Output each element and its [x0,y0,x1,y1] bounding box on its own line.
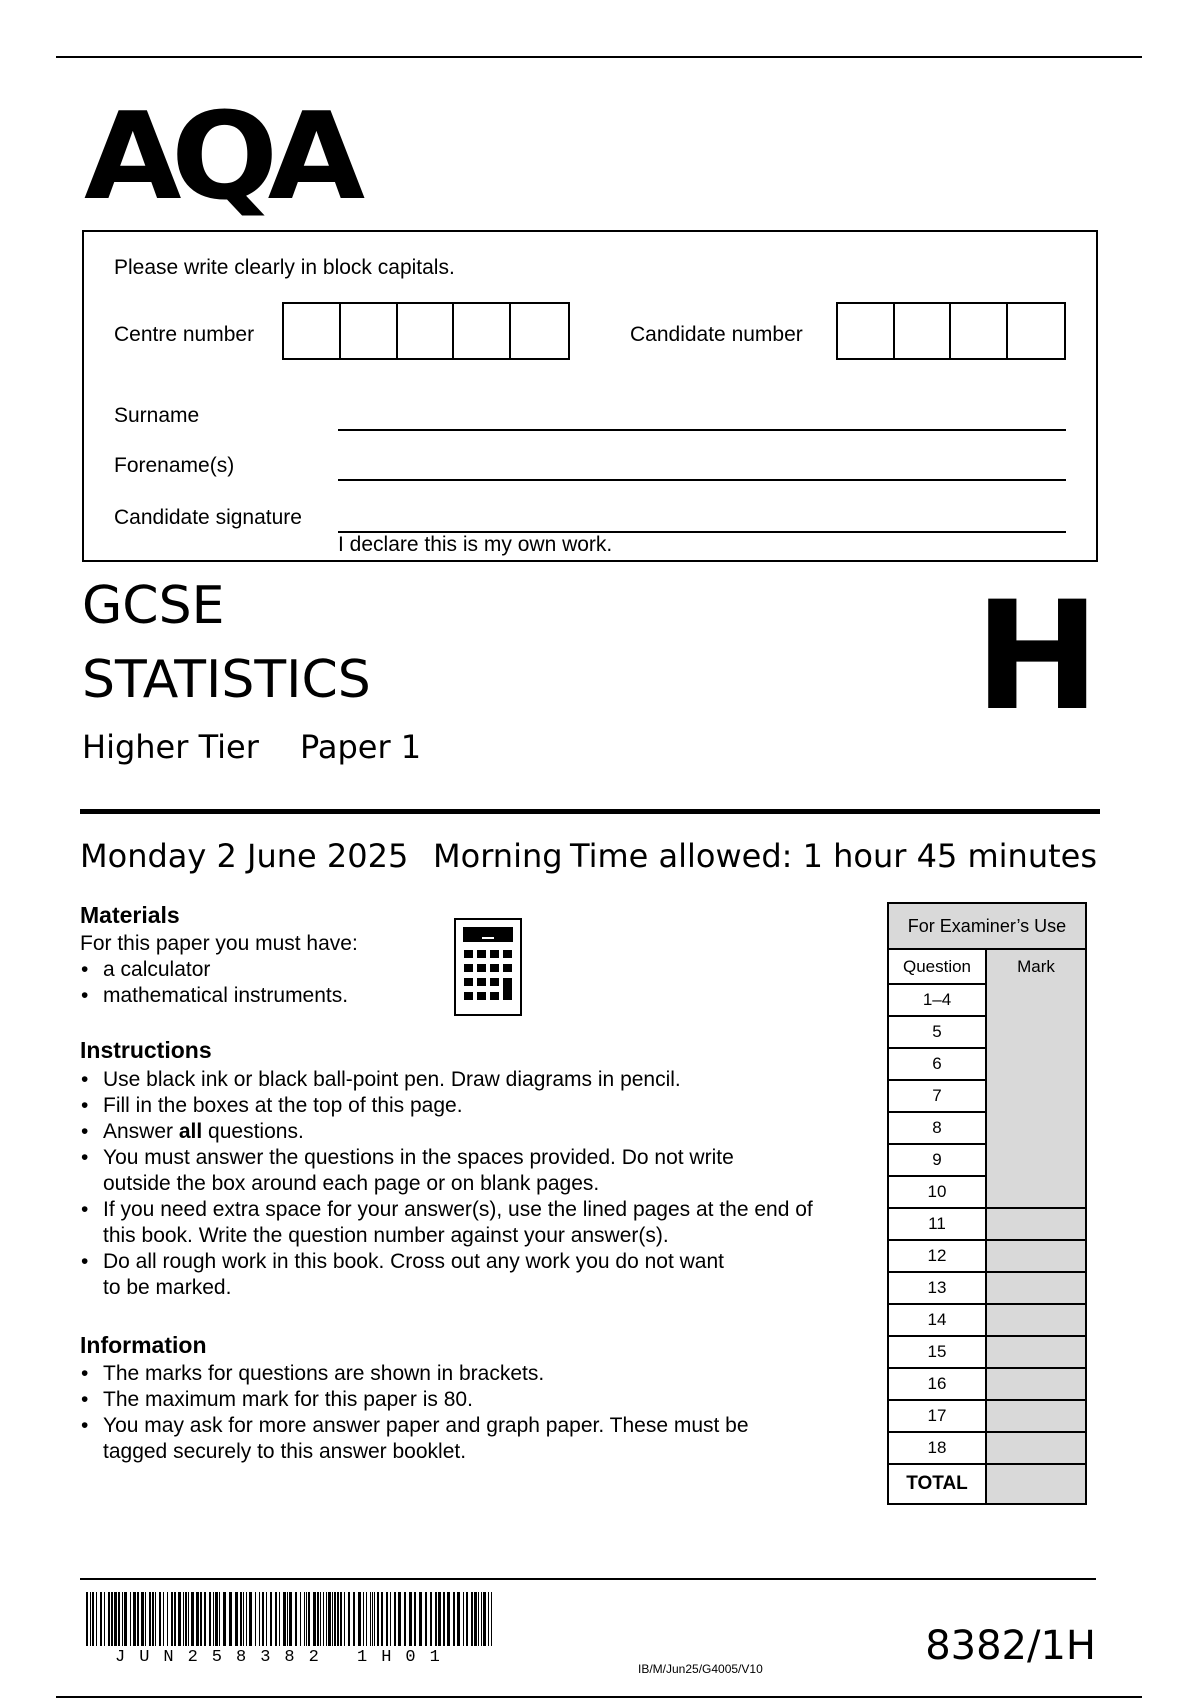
barcode-bar [483,1592,486,1646]
barcode-bar [149,1592,151,1646]
barcode-bar [419,1592,422,1646]
centre-digit-box[interactable] [511,304,568,358]
barcode [86,1592,496,1646]
barcode-bar [209,1592,211,1646]
barcode-bar [145,1592,146,1646]
list-item [80,1387,870,1413]
forenames-label: Forename(s) [114,454,235,477]
barcode-bar [178,1592,181,1646]
list-item [80,1067,870,1093]
barcode-bar [118,1592,120,1646]
centre-digit-box[interactable] [284,304,341,358]
question-number: 8 [888,1112,986,1144]
mark-cell [986,1304,1086,1336]
centre-number-label: Centre number [114,323,255,346]
barcode-bar [491,1592,492,1646]
barcode-bar [204,1592,206,1646]
footer-rule [80,1578,1096,1580]
barcode-bar [334,1592,336,1646]
barcode-bar [108,1592,110,1646]
barcode-bar [457,1592,460,1646]
aqa-logo: AQA [84,88,355,227]
mark-cell [986,1272,1086,1304]
list-item-text: If you need extra space for your answer(s), use the lined pages at the end of [103,1198,813,1221]
question-number: 9 [888,1144,986,1176]
centre-number-boxes[interactable] [282,302,570,360]
barcode-bar [159,1592,161,1646]
barcode-bar [300,1592,301,1646]
barcode-bar [326,1592,327,1646]
list-item-text: You must answer the questions in the spaces provided. Do not write [103,1146,734,1169]
barcode-bar [425,1592,427,1646]
barcode-bar [453,1592,455,1646]
barcode-bar [287,1592,288,1646]
materials-intro: For this paper you must have: [80,932,358,955]
barcode-bar [313,1592,316,1646]
barcode-bar [353,1592,355,1646]
mark-cell [986,1176,1086,1208]
barcode-bar [332,1592,333,1646]
barcode-bar [438,1592,441,1646]
barcode-bar [488,1592,489,1646]
exam-date: Monday 2 June 2025 [80,837,409,875]
mark-cell [986,1112,1086,1144]
examiner-table-title: For Examiner’s Use [888,903,1086,949]
barcode-bar [219,1592,220,1646]
list-item [80,1413,870,1465]
barcode-bar [435,1592,437,1646]
top-rule [56,56,1142,58]
list-item-text: Use black ink or black ball-point pen. Draw diagrams in pencil. [103,1068,681,1091]
barcode-bar [171,1592,173,1646]
information-heading: Information [80,1332,207,1358]
barcode-bar [270,1592,272,1646]
barcode-bar [235,1592,238,1646]
barcode-bar [262,1592,264,1646]
paper-code: 8382/1H [925,1623,1096,1669]
table-row [888,1144,1086,1176]
information-list [80,1361,870,1465]
barcode-bar [348,1592,350,1646]
barcode-bar [240,1592,242,1646]
list-item-text: You may ask for more answer paper and graph paper. These must be [103,1414,749,1437]
barcode-bar [249,1592,252,1646]
table-row [888,1112,1086,1144]
mark-cell [986,1400,1086,1432]
barcode-bar [183,1592,184,1646]
exam-session: Morning [433,837,563,875]
materials-list [80,957,410,1009]
barcode-bar [471,1592,473,1646]
surname-label: Surname [114,404,200,427]
barcode-bar [266,1592,267,1646]
question-number: 11 [888,1208,986,1240]
bottom-rule [56,1696,1142,1698]
barcode-bar [370,1592,371,1646]
barcode-bar [229,1592,232,1646]
mark-cell [986,1016,1086,1048]
list-item-text: to be marked. [103,1276,232,1299]
barcode-bar [155,1592,156,1646]
barcode-bar [289,1592,292,1646]
materials-heading: Materials [80,902,180,928]
barcode-bar [358,1592,361,1646]
mark-cell [986,1336,1086,1368]
barcode-bar [386,1592,388,1646]
barcode-bar [283,1592,286,1646]
table-row [888,1208,1086,1240]
paper-label: Paper 1 [300,728,422,766]
total-row [888,1464,1086,1504]
table-row [888,1080,1086,1112]
barcode-bar [243,1592,244,1646]
table-row [888,1272,1086,1304]
title-rule [80,809,1100,814]
barcode-bar [86,1592,88,1646]
mark-cell [986,1080,1086,1112]
total-mark-cell [986,1464,1086,1504]
list-item-text: The marks for questions are shown in brackets. [103,1362,545,1385]
time-allowed: Time allowed: 1 hour 45 minutes [570,837,1097,875]
barcode-bar [372,1592,373,1646]
forenames-line[interactable] [338,479,1066,481]
table-row [888,1176,1086,1208]
barcode-bar [366,1592,367,1646]
barcode-bar [398,1592,401,1646]
barcode-bar [196,1592,199,1646]
barcode-bar [328,1592,331,1646]
barcode-bar [381,1592,383,1646]
question-number: 18 [888,1432,986,1464]
barcode-bar [323,1592,324,1646]
table-row [888,1048,1086,1080]
barcode-text: JUN258382 1H01 [115,1648,454,1667]
barcode-bar [130,1592,131,1646]
list-item [80,1249,870,1301]
block-capitals-instruction: Please write clearly in block capitals. [114,256,455,279]
question-number: 15 [888,1336,986,1368]
barcode-bar [200,1592,202,1646]
document-reference: IB/M/Jun25/G4005/V10 [638,1662,763,1676]
barcode-bar [414,1592,416,1646]
examiner-use-table [887,902,1087,1505]
barcode-bar [394,1592,396,1646]
barcode-bar [122,1592,123,1646]
question-number: 12 [888,1240,986,1272]
barcode-bar [308,1592,310,1646]
barcode-bar [466,1592,468,1646]
candidate-details-box [82,230,1098,562]
qualification-title: GCSE [82,576,225,636]
list-item-text: Do all rough work in this book. Cross out any work you do not want [103,1250,724,1273]
mark-cell [986,1048,1086,1080]
barcode-bar [137,1592,139,1646]
candidate-digit-box[interactable] [951,304,1008,358]
question-number: 16 [888,1368,986,1400]
list-item: • mathematical instruments. [80,983,410,1009]
barcode-bar [363,1592,364,1646]
barcode-bar [463,1592,464,1646]
barcode-bar [304,1592,305,1646]
barcode-bar [92,1592,94,1646]
barcode-bar [474,1592,477,1646]
barcode-bar [223,1592,226,1646]
barcode-bar [377,1592,379,1646]
barcode-bar [340,1592,342,1646]
table-row [888,1304,1086,1336]
barcode-bar [409,1592,412,1646]
barcode-bar [255,1592,256,1646]
barcode-bar [481,1592,482,1646]
centre-digit-box[interactable] [398,304,455,358]
question-number: 14 [888,1304,986,1336]
list-item-text: Fill in the boxes at the top of this page. [103,1094,463,1117]
barcode-bar [174,1592,176,1646]
barcode-bar [295,1592,297,1646]
barcode-bar [320,1592,321,1646]
barcode-bar [390,1592,391,1646]
total-label: TOTAL [888,1464,986,1504]
list-item-text: outside the box around each page or on blank pages. [103,1172,600,1195]
declaration-text: I declare this is my own work. [338,533,613,556]
barcode-bar [133,1592,136,1646]
mark-column-header: Mark [986,949,1086,984]
question-column-header: Question [888,949,986,984]
tier-letter: H [974,570,1100,744]
barcode-bar [213,1592,214,1646]
mark-cell [986,1432,1086,1464]
barcode-bar [279,1592,280,1646]
barcode-bar [275,1592,277,1646]
barcode-bar [167,1592,168,1646]
table-row [888,984,1086,1016]
barcode-bar [259,1592,260,1646]
calculator-icon [454,918,522,1016]
barcode-bar [344,1592,345,1646]
instructions-list [80,1067,870,1301]
question-number: 6 [888,1048,986,1080]
barcode-bar [152,1592,154,1646]
list-item: • a calculator [80,957,410,983]
list-item-text: The maximum mark for this paper is 80. [103,1388,473,1411]
candidate-digit-box[interactable] [895,304,952,358]
barcode-bar [185,1592,187,1646]
barcode-bar [337,1592,339,1646]
barcode-bar [96,1592,97,1646]
barcode-bar [188,1592,189,1646]
barcode-bar [306,1592,307,1646]
list-item [80,1093,870,1119]
table-row [888,1336,1086,1368]
question-number: 13 [888,1272,986,1304]
list-item-text: tagged securely to this answer booklet. [103,1440,467,1463]
barcode-bar [163,1592,164,1646]
tier-label: Higher Tier [82,728,259,766]
barcode-bar [478,1592,479,1646]
table-row [888,1400,1086,1432]
barcode-bar [104,1592,105,1646]
table-row [888,1240,1086,1272]
barcode-bar [443,1592,445,1646]
candidate-number-label: Candidate number [630,323,803,346]
barcode-bar [90,1592,91,1646]
surname-line[interactable] [338,429,1066,431]
candidate-digit-box[interactable] [838,304,895,358]
subject-title: STATISTICS [82,650,371,710]
mark-cell [986,1368,1086,1400]
mark-cell [986,1208,1086,1240]
barcode-bar [404,1592,406,1646]
barcode-bar [447,1592,450,1646]
mark-cell [986,1144,1086,1176]
list-item [80,1119,870,1145]
signature-label: Candidate signature [114,506,302,529]
barcode-bar [317,1592,319,1646]
list-item [80,1361,870,1387]
barcode-bar [111,1592,113,1646]
list-item-text: this book. Write the question number against your answer(s). [103,1224,669,1247]
candidate-number-boxes[interactable] [836,302,1066,360]
list-item [80,1197,870,1249]
barcode-bar [430,1592,432,1646]
table-row [888,1368,1086,1400]
barcode-bar [141,1592,144,1646]
barcode-bar [124,1592,127,1646]
instructions-heading: Instructions [80,1037,212,1063]
candidate-digit-box[interactable] [1008,304,1064,358]
mark-cell [986,984,1086,1016]
list-item [80,1145,870,1197]
question-number: 7 [888,1080,986,1112]
question-number: 1–4 [888,984,986,1016]
barcode-bar [100,1592,102,1646]
table-row [888,1016,1086,1048]
barcode-bar [374,1592,375,1646]
barcode-bar [246,1592,247,1646]
question-number: 10 [888,1176,986,1208]
barcode-bar [215,1592,218,1646]
barcode-bar [114,1592,117,1646]
centre-digit-box[interactable] [341,304,398,358]
mark-cell [986,1240,1086,1272]
list-item-text: Answer all questions. [103,1120,304,1143]
question-number: 5 [888,1016,986,1048]
question-number: 17 [888,1400,986,1432]
table-row [888,1432,1086,1464]
centre-digit-box[interactable] [454,304,511,358]
barcode-bar [191,1592,194,1646]
